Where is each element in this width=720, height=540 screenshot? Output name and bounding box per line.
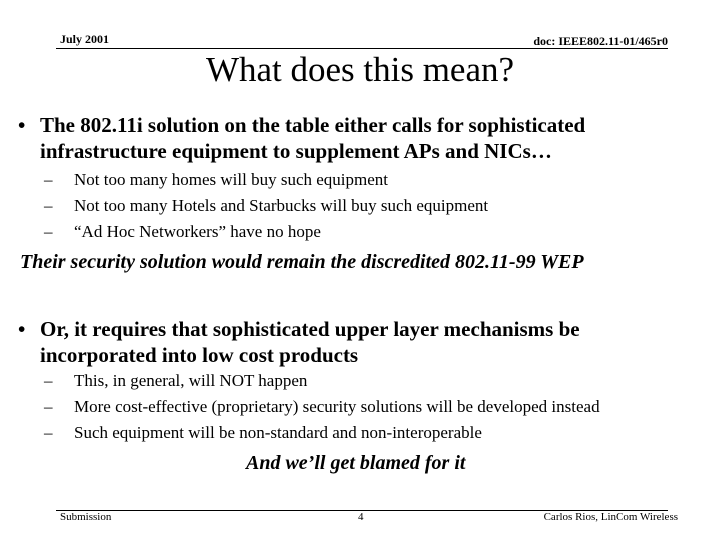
emphasis-statement-2: And we’ll get blamed for it <box>246 452 466 474</box>
sub-bullet-2-2 <box>44 397 704 417</box>
header-doc-id: doc: IEEE802.11-01/465r0 <box>533 34 668 48</box>
sub-bullet-1-1 <box>44 170 684 190</box>
dash-marker: – <box>44 371 53 390</box>
sub-bullet-1-3 <box>44 222 684 242</box>
emphasis-statement-1: Their security solution would remain the discredited 802.11-99 WEP <box>20 251 584 273</box>
footer-submission: Submission <box>60 511 112 523</box>
dash-marker: – <box>44 170 53 189</box>
footer-author: Carlos Rios, LinCom Wireless <box>543 511 678 523</box>
sub-bullet-1-2 <box>44 196 684 216</box>
slide-title: What does this mean? <box>205 50 515 89</box>
header-divider <box>56 48 668 49</box>
sub-bullet-text: “Ad Hoc Networkers” have no hope <box>74 222 321 241</box>
sub-bullet-2-1 <box>44 371 704 391</box>
footer-page-number: 4 <box>358 511 364 523</box>
dash-marker: – <box>44 222 53 241</box>
sub-bullet-text: This, in general, will NOT happen <box>74 371 308 390</box>
header-date: July 2001 <box>60 32 110 46</box>
bullet-marker: • <box>18 113 26 137</box>
sub-bullet-2-3 <box>44 423 704 443</box>
bullet-2 <box>18 316 708 368</box>
sub-bullet-text: Not too many homes will buy such equipment <box>74 170 388 189</box>
bullet-marker: • <box>18 317 26 341</box>
dash-marker: – <box>44 196 53 215</box>
sub-bullet-text: Such equipment will be non-standard and non-interoperable <box>74 423 482 442</box>
bullet-2-text: Or, it requires that sophisticated upper layer mechanisms be incorporated into low cost products <box>40 317 580 367</box>
bullet-1 <box>18 112 708 164</box>
dash-marker: – <box>44 397 53 416</box>
sub-bullet-text: More cost-effective (proprietary) security solutions will be developed instead <box>74 397 600 416</box>
bullet-1-text: The 802.11i solution on the table either calls for sophisticated infrastructure equipment to supplement APs and NICs… <box>40 113 586 163</box>
sub-bullet-text: Not too many Hotels and Starbucks will buy such equipment <box>74 196 489 215</box>
dash-marker: – <box>44 423 53 442</box>
